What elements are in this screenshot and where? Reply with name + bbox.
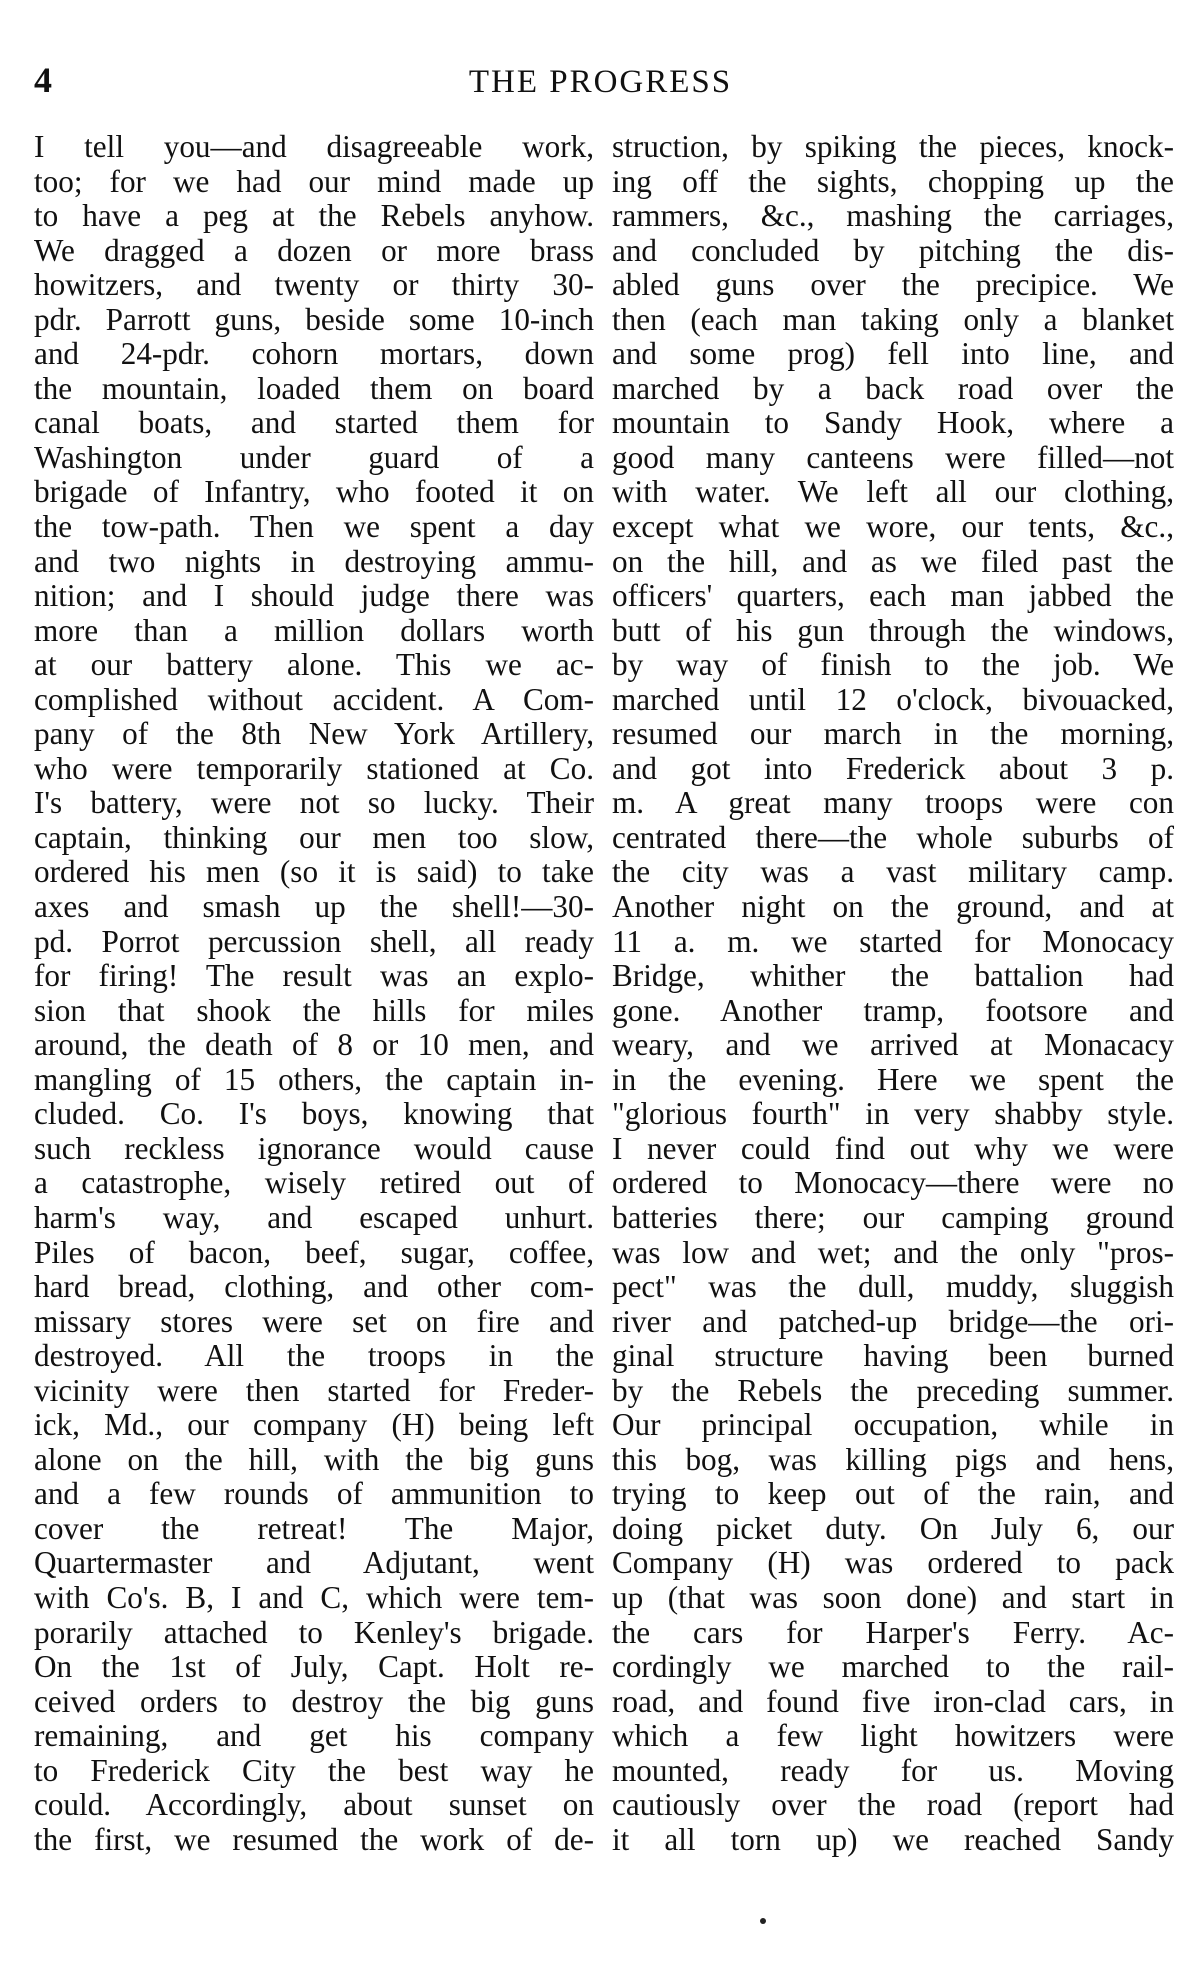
text-line: around, the death of 8 or 10 men, and <box>34 1027 594 1063</box>
text-line: except what we wore, our tents, &c., <box>612 509 1174 545</box>
text-line: mangling of 15 others, the captain in- <box>34 1061 594 1097</box>
text-line: more than a million dollars worth <box>34 612 594 648</box>
text-line: cover the retreat! The Major, <box>34 1510 594 1546</box>
page-header <box>34 58 1167 108</box>
text-line: road, and found five iron-clad cars, in <box>612 1683 1174 1719</box>
text-line: Company (H) was ordered to pack <box>612 1545 1174 1581</box>
text-line: on the hill, and as we filed past the <box>612 543 1174 579</box>
text-line: and got into Frederick about 3 p. <box>612 750 1174 786</box>
text-line: resumed our march in the morning, <box>612 716 1174 752</box>
text-line: captain, thinking our men too slow, <box>34 819 594 855</box>
text-line: the mountain, loaded them on board <box>34 370 594 406</box>
printer-mark <box>760 1918 766 1924</box>
text-line: sion that shook the hills for miles <box>34 992 594 1028</box>
text-line: centrated there—the whole suburbs of <box>612 819 1174 855</box>
text-line: On the 1st of July, Capt. Holt re- <box>34 1649 594 1685</box>
text-line: which a few light howitzers were <box>612 1718 1174 1754</box>
text-line: Piles of bacon, beef, sugar, coffee, <box>34 1234 594 1270</box>
text-line: Our principal occupation, while in <box>612 1407 1174 1443</box>
text-line: it all torn up) we reached Sandy <box>612 1821 1174 1857</box>
text-line: ceived orders to destroy the big guns <box>34 1683 594 1719</box>
text-line: 11 a. m. we started for Monocacy <box>612 923 1174 959</box>
text-line: canal boats, and started them for <box>34 405 594 441</box>
text-line: vicinity were then started for Freder- <box>34 1372 594 1408</box>
text-line: harm's way, and escaped unhurt. <box>34 1199 594 1235</box>
text-line: gone. Another tramp, footsore and <box>612 992 1174 1028</box>
text-line: to Frederick City the best way he <box>34 1752 594 1788</box>
text-line: alone on the hill, with the big guns <box>34 1441 594 1477</box>
text-line: Quartermaster and Adjutant, went <box>34 1545 594 1581</box>
page-number: 4 <box>34 60 52 100</box>
right-column <box>612 130 1174 1857</box>
text-line: complished without accident. A Com- <box>34 681 594 717</box>
text-line: m. A great many troops were con <box>612 785 1174 821</box>
text-line: porarily attached to Kenley's brigade. <box>34 1614 594 1650</box>
text-line: mountain to Sandy Hook, where a <box>612 405 1174 441</box>
text-line: Washington under guard of a <box>34 439 594 475</box>
text-line: by way of finish to the job. We <box>612 647 1174 683</box>
text-line: to have a peg at the Rebels anyhow. <box>34 198 594 234</box>
text-line: the first, we resumed the work of de- <box>34 1821 594 1857</box>
text-line: I tell you—and disagreeable work, <box>34 129 594 164</box>
text-line: good many canteens were filled—not <box>612 439 1174 475</box>
text-line: mounted, ready for us. Moving <box>612 1752 1174 1788</box>
text-line: remaining, and get his company <box>34 1718 594 1754</box>
text-line: the cars for Harper's Ferry. Ac- <box>612 1614 1174 1650</box>
text-line: pect" was the dull, muddy, sluggish <box>612 1269 1174 1305</box>
text-line: too; for we had our mind made up <box>34 163 594 199</box>
text-line: ing off the sights, chopping up the <box>612 163 1174 199</box>
text-line: and some prog) fell into line, and <box>612 336 1174 372</box>
text-line: was low and wet; and the only "pros- <box>612 1234 1174 1270</box>
text-line: cautiously over the road (report had <box>612 1787 1174 1823</box>
text-line: cordingly we marched to the rail- <box>612 1649 1174 1685</box>
text-line: this bog, was killing pigs and hens, <box>612 1441 1174 1477</box>
text-line: for firing! The result was an explo- <box>34 958 594 994</box>
text-line: brigade of Infantry, who footed it on <box>34 474 594 510</box>
text-line: batteries there; our camping ground <box>612 1199 1174 1235</box>
text-line: abled guns over the precipice. We <box>612 267 1174 303</box>
text-line: ick, Md., our company (H) being left <box>34 1407 594 1443</box>
text-line: and a few rounds of ammunition to <box>34 1476 594 1512</box>
text-line: We dragged a dozen or more brass <box>34 232 594 268</box>
running-title: THE PROGRESS <box>468 64 733 100</box>
text-line: pany of the 8th New York Artillery, <box>34 716 594 752</box>
text-line: ordered to Monocacy—there were no <box>612 1165 1174 1201</box>
text-line: in the evening. Here we spent the <box>612 1061 1174 1097</box>
text-line: howitzers, and twenty or thirty 30- <box>34 267 594 303</box>
text-line: such reckless ignorance would cause <box>34 1130 594 1166</box>
text-line: the city was a vast military camp. <box>612 854 1174 890</box>
text-line: at our battery alone. This we ac- <box>34 647 594 683</box>
text-line: missary stores were set on fire and <box>34 1303 594 1339</box>
text-line: officers' quarters, each man jabbed the <box>612 578 1174 614</box>
text-line: hard bread, clothing, and other com- <box>34 1269 594 1305</box>
text-line: pdr. Parrott guns, beside some 10-inch <box>34 301 594 337</box>
text-line: marched by a back road over the <box>612 370 1174 406</box>
text-line: and concluded by pitching the dis- <box>612 232 1174 268</box>
text-line: ginal structure having been burned <box>612 1338 1174 1374</box>
text-line: cluded. Co. I's boys, knowing that <box>34 1096 594 1132</box>
text-line: and two nights in destroying ammu- <box>34 543 594 579</box>
text-line: by the Rebels the preceding summer. <box>612 1372 1174 1408</box>
text-line: and 24-pdr. cohorn mortars, down <box>34 336 594 372</box>
text-line: axes and smash up the shell!—30- <box>34 889 594 925</box>
text-line: butt of his gun through the windows, <box>612 612 1174 648</box>
text-line: with water. We left all our clothing, <box>612 474 1174 510</box>
text-line: weary, and we arrived at Monacacy <box>612 1027 1174 1063</box>
text-line: marched until 12 o'clock, bivouacked, <box>612 681 1174 717</box>
text-line: then (each man taking only a blanket <box>612 301 1174 337</box>
text-line: pd. Porrot percussion shell, all ready <box>34 923 594 959</box>
text-line: up (that was soon done) and start in <box>612 1579 1174 1615</box>
text-line: I's battery, were not so lucky. Their <box>34 785 594 821</box>
text-line: river and patched-up bridge—the ori- <box>612 1303 1174 1339</box>
text-line: I never could find out why we were <box>612 1130 1174 1166</box>
text-line: could. Accordingly, about sunset on <box>34 1787 594 1823</box>
text-line: a catastrophe, wisely retired out of <box>34 1165 594 1201</box>
text-line: with Co's. B, I and C, which were tem- <box>34 1579 594 1615</box>
text-line: the tow-path. Then we spent a day <box>34 509 594 545</box>
text-line: rammers, &c., mashing the carriages, <box>612 198 1174 234</box>
text-line: trying to keep out of the rain, and <box>612 1476 1174 1512</box>
text-line: Bridge, whither the battalion had <box>612 958 1174 994</box>
left-column <box>34 130 594 1857</box>
text-line: destroyed. All the troops in the <box>34 1338 594 1374</box>
text-line: "glorious fourth" in very shabby style. <box>612 1096 1174 1132</box>
text-line: nition; and I should judge there was <box>34 578 594 614</box>
text-line: ordered his men (so it is said) to take <box>34 854 594 890</box>
text-line: who were temporarily stationed at Co. <box>34 750 594 786</box>
text-line: struction, by spiking the pieces, knock- <box>612 129 1174 164</box>
text-line: doing picket duty. On July 6, our <box>612 1510 1174 1546</box>
text-line: Another night on the ground, and at <box>612 889 1174 925</box>
